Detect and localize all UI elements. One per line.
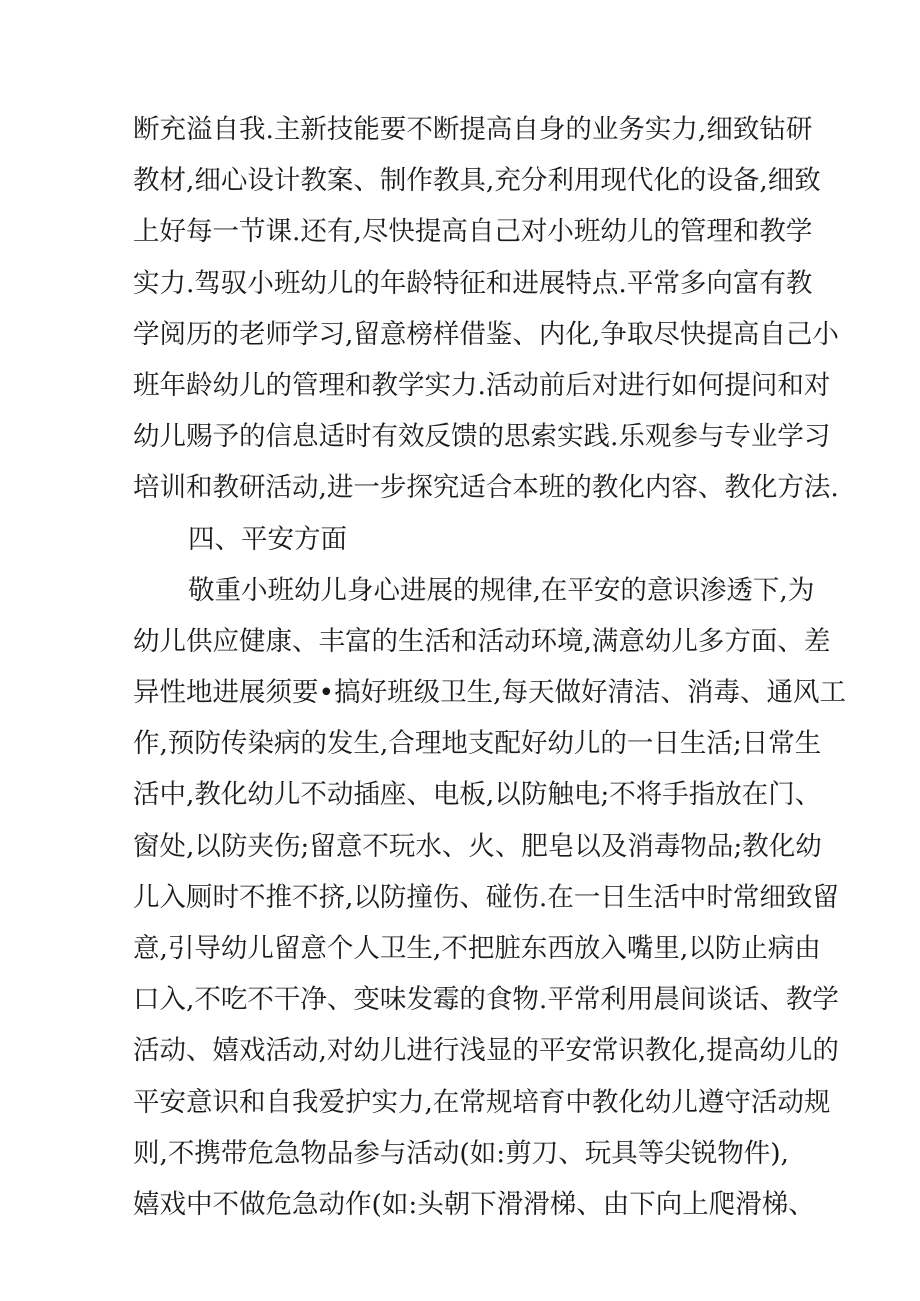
section-heading: 四、平安方面 [188,523,347,555]
text-line: 窗处,以防夹伤;留意不玩水、火、肥皂以及消毒物品;教化幼 [133,830,822,862]
text-line: 幼儿赐予的信息适时有效反馈的思索实践.乐观参与专业学习 [133,421,831,453]
text-line: 活中,教化幼儿不动插座、电板,以防触电;不将手指放在门、 [133,779,822,811]
text-line: 班年龄幼儿的管理和教学实力.活动前后对进行如何提问和对 [133,369,831,401]
text-line: 培训和教研活动,进一步探究适合本班的教化内容、教化方法. [133,472,839,504]
text-line: 嬉戏中不做危急动作(如:头朝下滑滑梯、由下向上爬滑梯、 [133,1188,815,1220]
text-line: 意,引导幼儿留意个人卫生,不把脏东西放入嘴里,以防止病由 [133,933,821,964]
text-line: 学阅历的老师学习,留意榜样借鉴、内化,争取尽快提高自己小 [133,318,839,350]
paragraph-first-line: 敬重小班幼儿身心进展的规律,在平安的意识渗透下,为 [188,574,815,606]
text-line: 口入,不吃不干净、变味发霉的食物.平常利用晨间谈话、教学 [133,984,839,1016]
text-line: 教材,细心设计教案、制作教具,充分利用现代化的设备,细致 [133,165,821,197]
text-line: 实力.驾驭小班幼儿的年龄特征和进展特点.平常多向富有教 [133,267,813,299]
text-line: 活动、嬉戏活动,对幼儿进行浅显的平安常识教化,提高幼儿的 [133,1035,839,1067]
text-line: 异性地进展须要•搞好班级卫生,每天做好清洁、消毒、通风工 [133,677,847,709]
body-text [133,104,847,1230]
text-line: 儿入厕时不推不挤,以防撞伤、碰伤.在一日生活中时常细致留 [133,881,839,913]
text-line: 断充溢自我.主新技能要不断提高自身的业务实力,细致钻研 [133,114,813,145]
text-line: 上好每一节课.还有,尽快提高自己对小班幼儿的管理和教学 [133,216,813,248]
text-line: 幼儿供应健康、丰富的生活和活动环境,满意幼儿多方面、差 [133,625,831,657]
text-line: 则,不携带危急物品参与活动(如:剪刀、玩具等尖锐物件), [133,1137,789,1169]
text-line: 作,预防传染病的发生,合理地支配好幼儿的一日生活;日常生 [133,728,822,760]
text-line: 平安意识和自我爱护实力,在常规培育中教化幼儿遵守活动规 [133,1086,831,1118]
